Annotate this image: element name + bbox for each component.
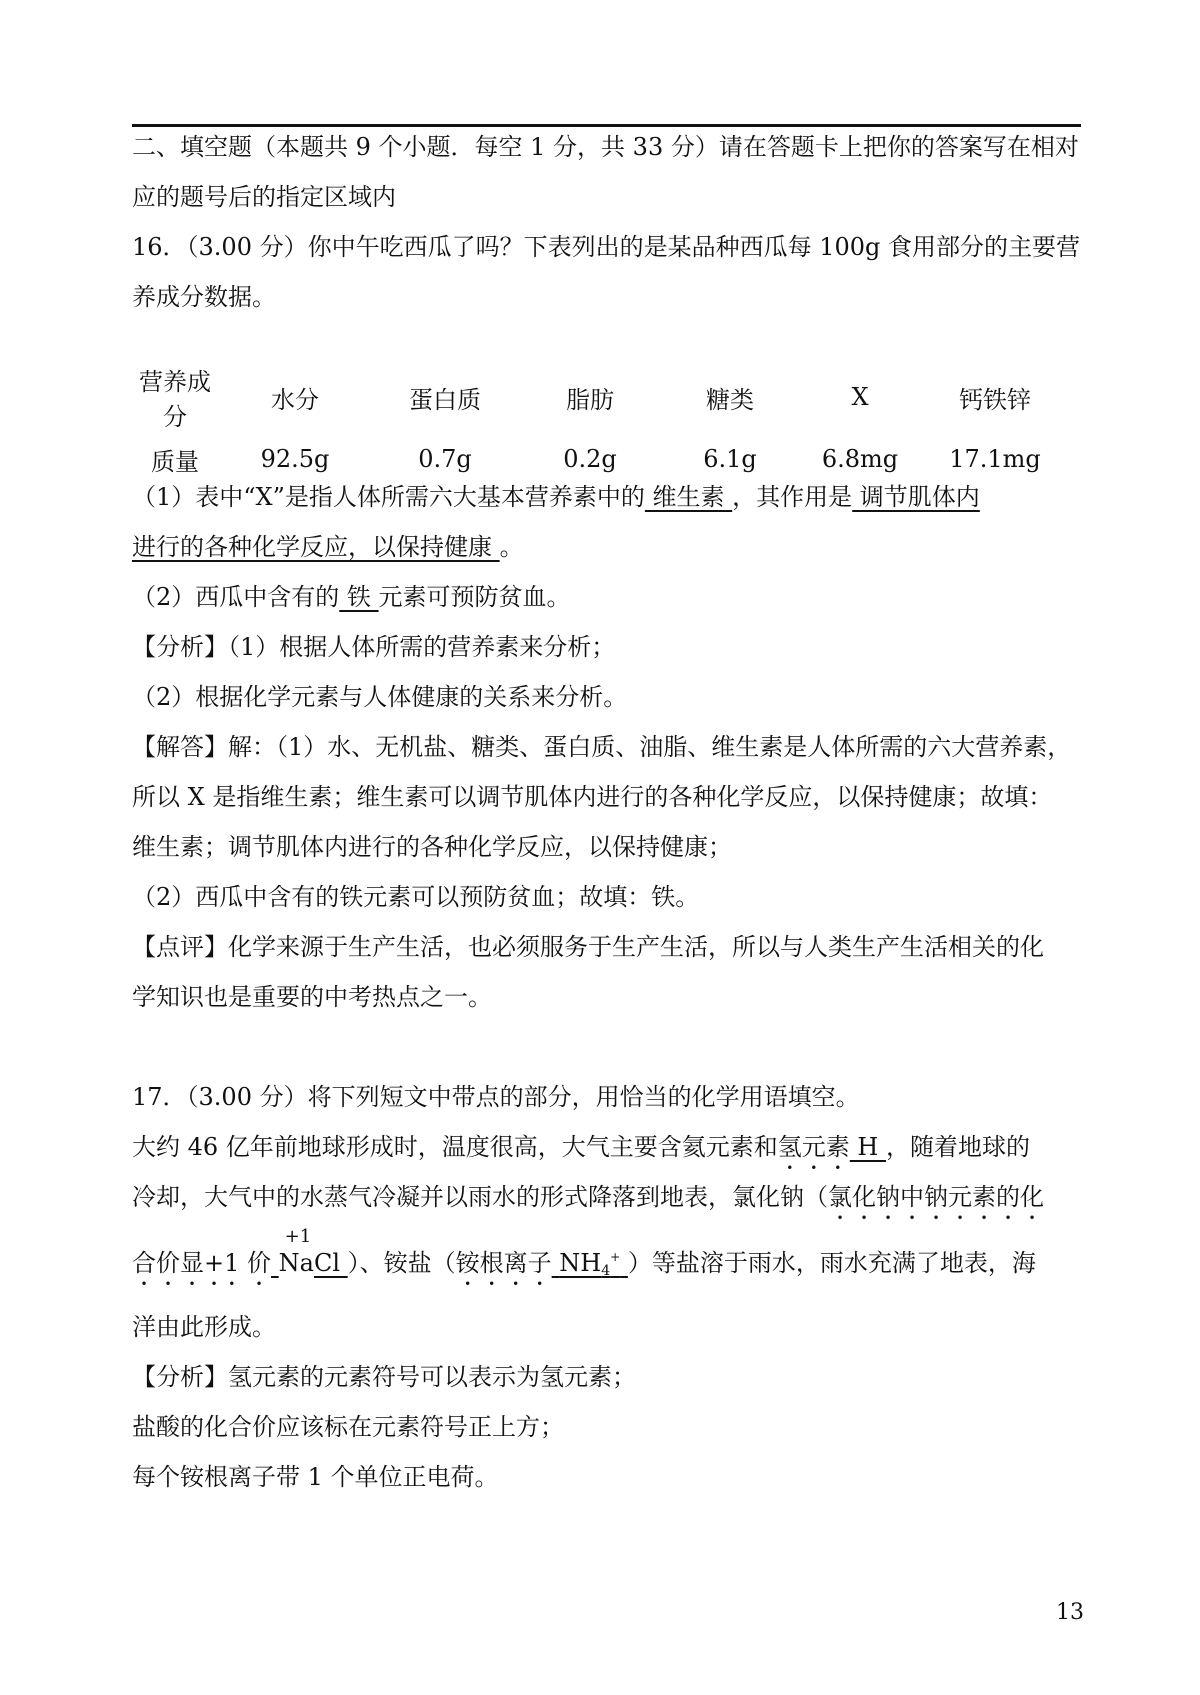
text: ，随着地球的 xyxy=(885,1133,1030,1161)
table-cell: 0.7g xyxy=(418,445,472,473)
dotted-text: 铵根离子 xyxy=(455,1249,552,1277)
header-rule xyxy=(132,124,1081,127)
q16-part2 xyxy=(132,582,571,612)
table-cell: 6.1g xyxy=(703,445,757,473)
answer-blank-valence xyxy=(271,1226,348,1277)
q16-part1-line2 xyxy=(132,532,524,562)
table-cell: 钙铁锌 xyxy=(959,385,1031,414)
q17-stem: 17．（3.00 分）将下列短文中带点的部分，用恰当的化学用语填空。 xyxy=(132,1083,860,1111)
answer-blank-function-part1: 调节肌体内 xyxy=(852,483,980,511)
q16-answer-line1: 【解答】解：（1）水、无机盐、糖类、蛋白质、油脂、维生素是人体所需的六大营养素， xyxy=(132,733,1072,761)
text: ）等盐溶于雨水，雨水充满了地表，海 xyxy=(627,1249,1036,1277)
q16-comment-line1: 【点评】化学来源于生产生活，也必须服务于生产生活，所以与人类生产生活相关的化 xyxy=(132,933,1044,961)
valence-symbol xyxy=(278,1226,314,1278)
table-cell: 17.1mg xyxy=(949,445,1041,473)
element-symbol: Na xyxy=(278,1249,314,1277)
valence-superscript: +1 xyxy=(284,1226,312,1247)
q16-part1-line1 xyxy=(132,482,980,512)
text: ）、铵盐（ xyxy=(347,1249,456,1277)
q17-line1 xyxy=(132,1132,1030,1175)
text: Cl xyxy=(313,1249,348,1277)
table-cell: 6.8mg xyxy=(821,445,899,473)
table-cell: 质量 xyxy=(151,447,199,476)
text: NH xyxy=(559,1249,602,1277)
dotted-text: 合价显+1 价 xyxy=(132,1249,272,1277)
table-header-row xyxy=(130,362,1070,432)
answer-blank-function-part2: 进行的各种化学反应，以保持健康 xyxy=(132,533,500,561)
text: 。 xyxy=(499,533,524,561)
q16-answer-line3: 维生素；调节肌体内进行的各种化学反应，以保持健康； xyxy=(132,833,732,861)
q17-analysis-line3: 每个铵根离子带 1 个单位正电荷。 xyxy=(132,1463,499,1491)
text: （2）西瓜中含有的 xyxy=(132,583,340,611)
table-cell: 0.2g xyxy=(563,445,617,473)
table-row xyxy=(130,432,1070,486)
table-cell: 营养成分 xyxy=(139,368,211,431)
q17-line4: 洋由此形成。 xyxy=(132,1313,276,1341)
table-cell: 脂肪 xyxy=(566,385,614,414)
answer-blank-iron: 铁 xyxy=(339,583,379,611)
answer-blank-ammonium xyxy=(552,1249,628,1277)
dotted-text: 氢元素 xyxy=(777,1133,850,1161)
page-number: 13 xyxy=(1056,1600,1084,1625)
q16-analysis-line2: （2）根据化学元素与人体健康的关系来分析。 xyxy=(132,683,628,711)
superscript: + xyxy=(610,1250,621,1264)
section-heading-line2: 应的题号后的指定区域内 xyxy=(132,183,396,211)
q17-analysis-line1: 【分析】氢元素的元素符号可以表示为氢元素； xyxy=(132,1363,636,1391)
table-cell: 水分 xyxy=(271,385,319,414)
q17-line2 xyxy=(132,1182,1044,1225)
q16-analysis-line1: 【分析】（1）根据人体所需的营养素来分析； xyxy=(132,633,616,661)
answer-blank-vitamin: 维生素 xyxy=(644,483,733,511)
q16-stem-line2: 养成分数据。 xyxy=(132,283,276,311)
q16-comment-line2: 学知识也是重要的中考热点之一。 xyxy=(132,983,492,1011)
nutrition-table xyxy=(130,362,1070,486)
q17-analysis-line2: 盐酸的化合价应该标在元素符号正上方； xyxy=(132,1413,564,1441)
text: 元素可预防贫血。 xyxy=(378,583,571,611)
dotted-text: 氯化钠中钠元素的化 xyxy=(828,1183,1044,1211)
table-cell: 蛋白质 xyxy=(409,385,481,414)
table-cell: X xyxy=(851,383,869,411)
text: （1）表中“X”是指人体所需六大基本营养素中的 xyxy=(132,483,645,511)
section-heading-line1: 二、填空题（本题共 9 个小题．每空 1 分，共 33 分）请在答题卡上把你的答案写在相对 xyxy=(132,133,1079,161)
table-cell: 糖类 xyxy=(706,385,754,414)
answer-blank-hydrogen: H xyxy=(849,1133,886,1161)
text: 大约 46 亿年前地球形成时，温度很高，大气主要含氦元素和 xyxy=(132,1133,778,1161)
q17-line3 xyxy=(132,1226,1036,1291)
text: 冷却，大气中的水蒸气冷凝并以雨水的形式降落到地表，氯化钠（ xyxy=(132,1183,828,1211)
q16-answer-line4: （2）西瓜中含有的铁元素可以预防贫血；故填：铁。 xyxy=(132,883,700,911)
q16-answer-line2: 所以 X 是指维生素；维生素可以调节肌体内进行的各种化学反应，以保持健康；故填： xyxy=(132,783,1053,811)
text: ，其作用是 xyxy=(732,483,853,511)
q16-stem-line1: 16．（3.00 分）你中午吃西瓜了吗？下表列出的是某品种西瓜每 100g 食用部分的主要营 xyxy=(132,233,1081,261)
subscript: 4 xyxy=(601,1263,611,1279)
table-cell: 92.5g xyxy=(260,445,330,473)
